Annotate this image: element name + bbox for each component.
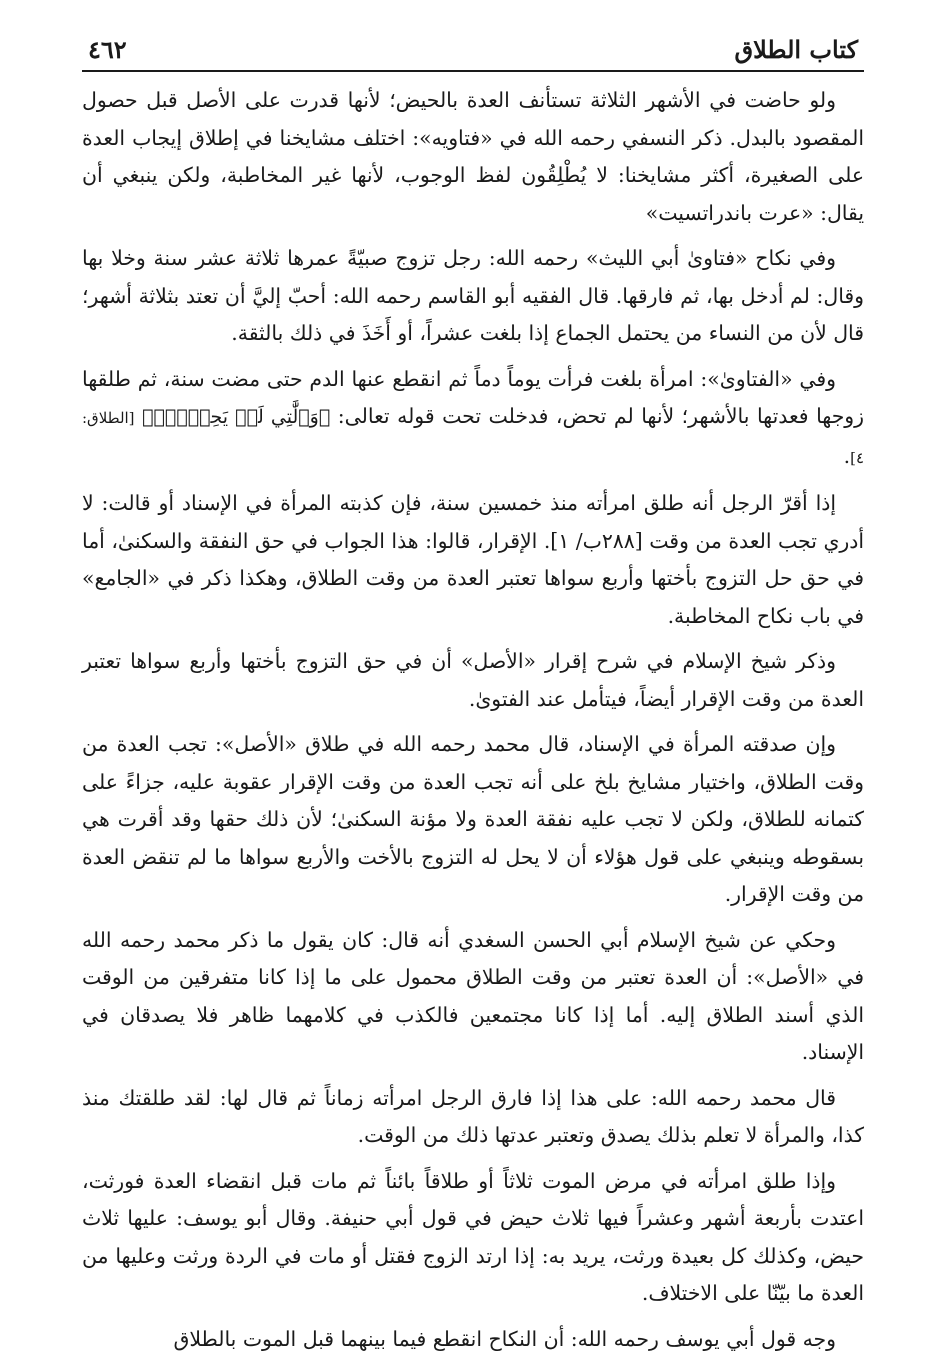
paragraph-tail: .: [843, 443, 851, 468]
paragraph-2: [82, 240, 864, 353]
page-number: ٤٦٢: [88, 35, 127, 64]
paragraph-text: وإن صدقته المرأة في الإسناد، قال محمد رحمه الله في طلاق «الأصل»: تجب العدة من وقت الطلاق، واختيار مشايخ بلخ على أنه تجب العدة من وقت الإقرار عقوبة عليه، جزاءً على كتمانه للطلاق، ولكن لا تجب عليه نفقة العدة ولا مؤنة السكنىٰ؛ لأن ذلك حقها وقد أقرت هي بسقوطه وينبغي على قول هؤلاء أن لا يحل له التزوج بالأخت والأربع سواها ما لم تنقض العدة من وقت الإقرار.: [82, 732, 864, 906]
page-header: [82, 26, 864, 72]
paragraph-text: وذكر شيخ الإسلام في شرح إقرار «الأصل» أن في حق التزوج بأختها وأربع سواها تعتبر العدة من وقت الإقرار أيضاً، فيتأمل عند الفتوىٰ.: [82, 649, 864, 711]
paragraph-text: وفي نكاح «فتاوىٰ أبي الليث» رحمه الله: رجل تزوج صبيّةً عمرها ثلاثة عشر سنة وخلا بها وقال: لم أدخل بها، ثم فارقها. قال الفقيه أبو القاسم رحمه الله: أحبّ إليَّ أن تعتد بثلاثة أشهر؛ قال لأن من النساء من يحتمل الجماع إذا بلغت عشراً، أو أَخَذَ في ذلك بالثقة.: [82, 246, 864, 345]
quran-verse: ﴿وَٱلَّٰتِي لَمۡ يَحِضۡنَۚ﴾: [142, 406, 331, 428]
paragraph-text: وإذا طلق امرأته في مرض الموت ثلاثاً أو طلاقاً بائناً ثم مات قبل انقضاء العدة فورثت، اعتدت بأربعة أشهر وعشراً فيها ثلاث حيض في قول أبي حنيفة. وقال أبو يوسف: عليها ثلاث حيض، وكذلك كل بعيدة ورثت، يريد به: إذا ارتد الزوج فقتل أو مات في الردة ورثت وعليها من العدة ما بيّنّا على الاختلاف.: [82, 1168, 864, 1305]
paragraph-8: [82, 1080, 864, 1155]
verse-reference: [الطلاق: ٤]: [82, 409, 864, 467]
paragraph-3: [82, 361, 864, 478]
page-body: [82, 72, 864, 1358]
paragraph-1: [82, 82, 864, 232]
paragraph-text: ولو حاضت في الأشهر الثلاثة تستأنف العدة بالحيض؛ لأنها قدرت على الأصل قبل حصول المقصود بالبدل. ذكر النسفي رحمه الله في «فتاويه»: اختلف مشايخنا في إطلاق إيجاب العدة على الصغيرة، أكثر مشايخنا: لا يُطْلِقُون لفظ الوجوب، لأنها غير المخاطبة، ولكن ينبغي أن يقال: «عرت باندراتسيت»: [82, 88, 864, 225]
paragraph-text: قال محمد رحمه الله: على هذا إذا فارق الرجل امرأته زماناً ثم قال لها: لقد طلقتك منذ كذا، والمرأة لا تعلم بذلك يصدق وتعتبر عدتها ذلك من الوقت.: [82, 1085, 864, 1147]
paragraph-7: [82, 922, 864, 1072]
paragraph-text: وجه قول أبي يوسف رحمه الله: أن النكاح انقطع فيما بينهما قبل الموت بالطلاق: [173, 1326, 836, 1351]
paragraph-9: [82, 1163, 864, 1313]
paragraph-4: [82, 485, 864, 635]
paragraph-text: وحكي عن شيخ الإسلام أبي الحسن السغدي أنه قال: كان يقول ما ذكر محمد رحمه الله في «الأصل»: أن العدة تعتبر من وقت الطلاق محمول على ما إذا كانا متفرقين من الوقت الذي أسند الطلاق إليه. أما إذا كانا مجتمعين فالكذب في كلامهما ظاهر فلا يصدقان في الإسناد.: [82, 927, 864, 1064]
paragraph-6: [82, 726, 864, 914]
paragraph-10: [82, 1321, 864, 1359]
paragraph-text: إذا أقرّ الرجل أنه طلق امرأته منذ خمسين سنة، فإن كذبته المرأة في الإسناد أو قالت: لا أدري تجب العدة من وقت [٢٨٨ب/ ١]. الإقرار، قالوا: هذا الجواب في حق النفقة والسكنىٰ، أما في حق حل التزوج بأختها وأربع سواها تعتبر العدة من وقت الطلاق، وهكذا ذكر في «الجامع» في باب نكاح المخاطبة.: [82, 491, 864, 628]
book-title: كتاب الطلاق: [734, 35, 858, 64]
paragraph-text: وفي «الفتاوىٰ»: امرأة بلغت فرأت يوماً دماً ثم انقطع عنها الدم حتى مضت سنة، ثم طلقها زوجها فعدتها بالأشهر؛ لأنها لم تحض، فدخلت تحت قوله تعالى:: [82, 366, 865, 428]
paragraph-5: [82, 643, 864, 718]
